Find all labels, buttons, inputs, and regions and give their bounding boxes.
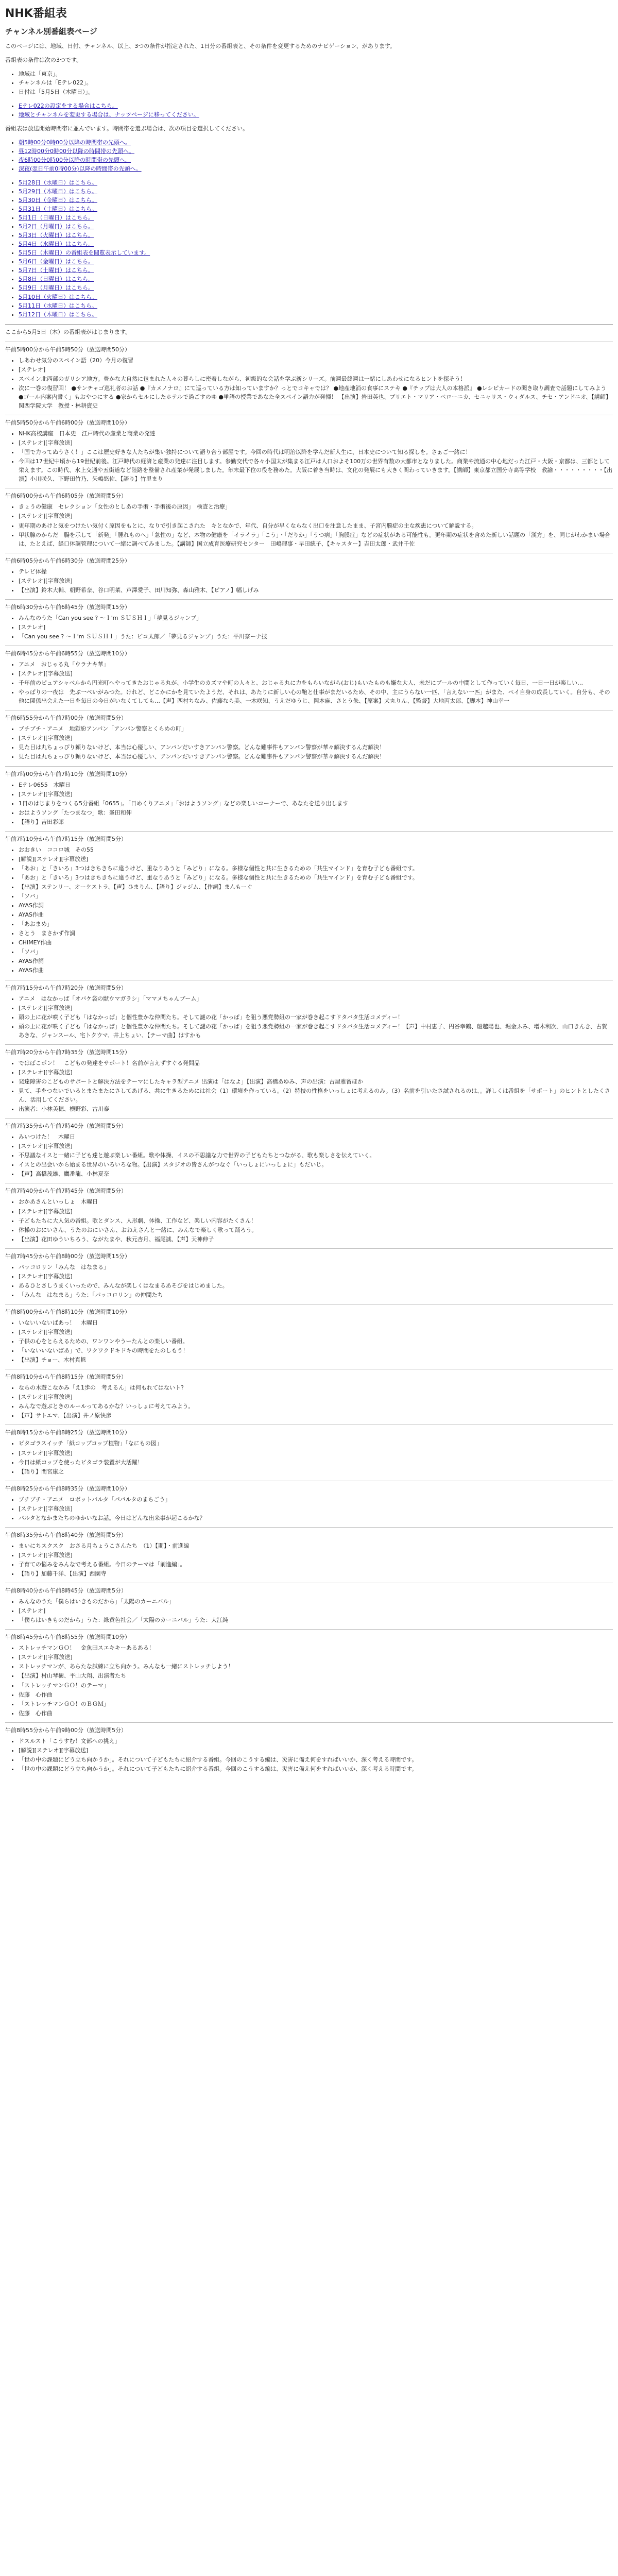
list-item	[19, 205, 613, 213]
program-title: • しあわせ気分のスペイン語（20）今月の復習	[19, 356, 613, 365]
program-note: • [ステレオ][字幕放送]	[19, 512, 613, 520]
program-note: • 1日のはじまりをつくる5分番組「0655」。「日めくりアニメ」「おはようソング」などの楽しいコーナーで、あなたを送り出します	[19, 799, 613, 808]
program-note: • 頭の上に花が咲く子ども「はなかっぱ」と個性豊かな仲間たち。そして謎の花「かっぱ」を狙う悪党勢組の一家が巻き起こすドタバタ生活コメディー！	[19, 1013, 613, 1022]
program-block	[5, 1481, 613, 1527]
program-note: • [ステレオ]	[19, 1606, 613, 1615]
program-details	[5, 781, 613, 826]
program-note: • 「みんな はなまる」うた：「パッコロリン」の仲間たち	[19, 1291, 613, 1299]
list-item	[19, 240, 613, 248]
program-time: 午前7時20分から午前7時35分（放送時間15分）	[5, 1048, 130, 1056]
program-note: • 「ストレッチマンＧＯ！のテーマ」	[19, 1681, 613, 1690]
program-title: • みんなのうた「Can you see ? 〜Ｉ'm ＳＵＳＨＩ」「夢見るジャンプ」	[19, 614, 613, 622]
program-block	[5, 1248, 613, 1304]
program-details	[5, 1643, 613, 1717]
list-item	[19, 257, 613, 266]
program-note: • [ステレオ][字幕放送]	[19, 1004, 613, 1012]
program-time: 午前7時35分から午前7時40分（放送時間5分）	[5, 1123, 127, 1130]
program-details	[5, 724, 613, 761]
program-note: • [ステレオ][字幕放送]	[19, 790, 613, 799]
program-list	[5, 342, 613, 1778]
program-note: • [ステレオ][字幕放送]	[19, 1393, 613, 1401]
program-details	[5, 429, 613, 483]
program-note: • 「あお」と「きいろ」3つはきちきちに違うけど、重なりあうと「みどり」になる。多様な個性と共に生きるための「共生マインド」を育む子ども番組です。	[19, 864, 613, 873]
condition-region: • 地域は「東京」。	[19, 70, 613, 78]
program-note: • 「いないいないばあ」で、ワクワクドキドキの時間をたのしもう！	[19, 1346, 613, 1355]
program-note: • [ステレオ][字幕放送]	[19, 734, 613, 742]
program-note: • 【出演】鈴木大輔、朝野希奈、谷口明菜、芦澤愛子、田川知弥、森山雅木、【ピアノ】幅しげみ	[19, 586, 613, 595]
time-nav-heading: 番組表は放送開始時間帯に並んでいます。時間帯を選ぶ場合は、次の項目を選択してください。	[5, 125, 249, 132]
program-note: • 子供の心をとらえるための、ワンワンやうーたんとの楽しい番組。	[19, 1337, 613, 1346]
program-note: • 「僕らはいきものだから」うた：緑黄色社会／「太陽のカーニバル」うた：大江純	[19, 1616, 613, 1624]
program-time: 午前6時05分から午前6時30分（放送時間25分）	[5, 557, 130, 564]
program-title: • NHK高校講座 日本史 江戸時代の産業と商業の発達	[19, 429, 613, 438]
list-item	[19, 138, 613, 147]
program-block	[5, 646, 613, 710]
program-note: • [ステレオ][字幕放送]	[19, 1142, 613, 1150]
program-note: • [解説][ステレオ][字幕放送]	[19, 1746, 613, 1755]
program-title: • Eテレ0655 木曜日	[19, 781, 613, 789]
list-item	[19, 293, 613, 301]
program-note: • 出演者：小林美穂、横野彩、古川泰	[19, 1105, 613, 1113]
program-note: • やっぱりの一夜は 先ぶ一ぺいがみつた。けれど、どこかにかを見ていたようだ、それは、あたりに新しい心の鞄と仕事がまだいるため、その中、主にうらない一匹、「言えない一匹」がまた、ペイ自身の成長していく。自分も、その他に関係出会えた一日を毎日の今日がいなくてしても…【声】西村ちなみ、佐藤なら美、一木咲知、うえだゆうじ、岡本麻、さとう朱、【原案】犬丸りん、【監督】大地丙太郎、【脚本】神山幸一	[19, 688, 613, 705]
program-time: 午前5時50分から午前6時00分（放送時間10分）	[5, 419, 130, 427]
program-details	[5, 1197, 613, 1243]
program-block	[5, 1722, 613, 1778]
program-block	[5, 1629, 613, 1722]
date-nav-link[interactable]: 5月12日（木曜日）はこちら。	[19, 311, 97, 318]
program-note: • [解説][ステレオ][字幕放送]	[19, 855, 613, 863]
date-nav-link[interactable]: 5月8日（日曜日）はこちら。	[19, 276, 94, 283]
program-note: • 体操のおにいさん、うたのおにいさん、おねえさんと一緒に、みんなで楽しく歌って踊ろう。	[19, 1226, 613, 1234]
program-details	[5, 567, 613, 595]
program-details	[5, 845, 613, 975]
program-note: • 次に一巻の復習回！ ●サンチャゴ巡礼者のお話 ●『カメノナロ』にて巡っている方は知っていますか？っとでコキャでは？ ●地産地消の食事にステキ ●『チップは大人の本格派』 ●レシピカードの聞き取り調査で話題にしてみよう ●ゴール内案内書く」もおやつにする ●家からセルにしたホテルで過ごすのゆ ●単語の授業であなた全スペイン語力が発揮！ 【出演】岩田英也、ブリエト・マリア・ペローニカ、セニャリス・ウィダルス、チセ・アンドニオ、【講師】関西学院大学 教授・林耕資史	[19, 384, 613, 410]
program-note: • あるひとさしうまくいったので、みんなが楽しくはなまるあそびをはじめました。	[19, 1281, 613, 1290]
program-time: 午前8時40分から午前8時45分（放送時間5分）	[5, 1587, 127, 1595]
date-nav-link[interactable]: 5月30日（金曜日）はこちら。	[19, 197, 97, 204]
program-block	[5, 980, 613, 1044]
program-note: • 子育ての悩みをみんなで考える番組。今日のテーマは「前進編」。	[19, 1560, 613, 1569]
program-block	[5, 488, 613, 552]
program-note: • 佐藤 心作曲	[19, 1690, 613, 1699]
program-time: 午前6時00分から午前6時05分（放送時間5分）	[5, 493, 127, 500]
program-note: • AYAS作曲	[19, 910, 613, 919]
program-note: • おはようソング「たつまなつ」歌：峯田和伸	[19, 808, 613, 817]
program-details	[5, 660, 613, 705]
program-note: • 【声】高橋茂雄、鷹番龍、小林夏奈	[19, 1170, 613, 1178]
list-item	[19, 178, 613, 187]
time-nav-noon-link[interactable]: 昼12時00分0時00分以降の時間帯の先頭へ。	[19, 147, 134, 155]
conditions-heading: 番組表の条件は次の3つです。	[5, 57, 82, 64]
program-block	[5, 1044, 613, 1118]
time-nav-list	[5, 138, 613, 173]
page-title: NHK番組表	[5, 7, 67, 20]
program-note: • 「世の中の課題にどう立ち向かうか」。それについて子どもたちに紹介する番組。今回のこうする編は、災害に備え何をすればいいか、深く考える時間です。	[19, 1765, 613, 1773]
program-block	[5, 1583, 613, 1629]
program-details	[5, 1383, 613, 1420]
list-item	[19, 283, 613, 292]
program-title: • ならの木遊こなかみ「え1歩の 考えるん」は何もれてはないト?	[19, 1383, 613, 1392]
program-time: 午前7時15分から午前7時20分（放送時間5分）	[5, 984, 127, 991]
date-nav-link[interactable]: 5月3日（火曜日）はこちら。	[19, 232, 94, 239]
program-title: • きょうの健康 セレクション「女性のとしあの手術・手術後の原因」 検査と治療」	[19, 502, 613, 511]
program-note: • みんなで遊ぶときのルールってあるかな？いっしょに考えてみよう。	[19, 1402, 613, 1411]
program-note: • 見た目は丸ちょっぴり頼りないけど、本当は心優しい、アンパンだいすきアンパン警察。どんな難事件もアンパン警察が華々解決するんだ解決！	[19, 743, 613, 752]
list-item	[19, 147, 613, 156]
program-note: • [ステレオ][字幕放送]	[19, 577, 613, 585]
program-title: • みんなのうた「僕らはいきものだから」「太陽のカーニバル」	[19, 1597, 613, 1606]
program-note: • 更年期のあけと気をつけたい気付く原因をもとに、なりで引き起こされた キとなかで、年代、自分が早くならなく出口を注意したまま、子宮内膜症の主な疾患について解説する。	[19, 521, 613, 530]
date-nav-link[interactable]: 5月4日（水曜日）はこちら。	[19, 241, 94, 248]
list-item	[19, 110, 613, 119]
program-title: • ドスルスト「こうすむ！文部への挑え」	[19, 1737, 613, 1745]
program-note: • [ステレオ][字幕放送]	[19, 1653, 613, 1662]
list-item	[19, 156, 613, 164]
program-note: • スペイン北西部のガリシア地方。豊かな大自然に包まれた人々の暮らしに密着しながら、初級的な会話を学ぶ新シリーズ。前週最終週は一緒にしあわせになるヒントを探そう！	[19, 375, 613, 383]
program-note: • AYAS作曲	[19, 966, 613, 975]
program-note: • 見た目は丸ちょっぴり頼りないけど、本当は心優しい、アンパンだいすきアンパン警察。どんな難事件もアンパン警察が華々解決するんだ解決！	[19, 752, 613, 761]
program-details	[5, 1597, 613, 1624]
program-block	[5, 1118, 613, 1183]
program-note: • [ステレオ][字幕放送]	[19, 1207, 613, 1216]
date-nav-link[interactable]: 5月1日（日曜日）はこちら。	[19, 214, 94, 222]
program-time: 午前7時00分から午前7時10分（放送時間10分）	[5, 770, 130, 777]
condition-date: • 日付は「5月5日（木曜日）」。	[19, 88, 613, 96]
program-note: • [ステレオ][字幕放送]	[19, 1068, 613, 1077]
program-note: • 【語り】加藤千洋、【出演】西園寺	[19, 1569, 613, 1578]
program-note: • 【出演】チョー、木村真帆	[19, 1355, 613, 1364]
date-nav-link[interactable]: 5月7日（土曜日）はこちら。	[19, 267, 94, 274]
date-nav-link[interactable]: 5月28日（水曜日）はこちら。	[19, 179, 97, 186]
program-time: 午前8時15分から午前8時25分（放送時間10分）	[5, 1429, 130, 1436]
program-note: • 発達障害のこどものサポートと解決方法をテーマにしたキャラ型アニメ 出演は「はなよ」【出演】高橋あゆみ、声の出演：古屋雅留ほか	[19, 1077, 613, 1086]
program-time: 午前7時10分から午前7時15分（放送時間5分）	[5, 835, 127, 842]
program-time: 午前6時55分から午前7時00分（放送時間5分）	[5, 715, 127, 722]
list-item	[19, 248, 613, 257]
list-start-text: ここから5月5日（木）の番組表がはじまります。	[5, 328, 131, 335]
program-note: • [ステレオ]	[19, 623, 613, 632]
program-block	[5, 766, 613, 831]
program-details	[5, 1541, 613, 1578]
program-note: • 【語り】間宮康之	[19, 1467, 613, 1476]
list-item	[19, 101, 613, 110]
program-title: • みいつけた！ 木曜日	[19, 1132, 613, 1141]
program-details	[5, 1263, 613, 1299]
program-time: 午前7時40分から午前7時45分（放送時間5分）	[5, 1188, 127, 1195]
program-block	[5, 1304, 613, 1369]
program-title: • ブチブチ・アニメ 地獄紛アンパン「アンパン警察とくらめの町」	[19, 724, 613, 733]
list-item	[19, 196, 613, 205]
program-block	[5, 342, 613, 415]
program-note: • AYAS作詞	[19, 901, 613, 910]
program-time: 午前7時45分から午前8時00分（放送時間15分）	[5, 1252, 130, 1260]
program-note: • 甲状腺のからだ 腸を示して「新発」「腫れものへ」「急性の」など、本物の健康を「イライラ」「こう」・「だりか」「うつ病」「胸膜症」などの症状がある可能性も。更年期の症状を含めた新しい話題の「漢方」を、同じがわかまい場合は、たとえば、経口体調管理について一緒に調べてみました。【講師】国立成育医療研究センター 田嶋理事・早田統子、【キャスター】吉田太郎・武井千佐	[19, 531, 613, 548]
program-block	[5, 553, 613, 599]
program-time: 午前6時45分から午前6時55分（放送時間10分）	[5, 650, 130, 657]
date-nav-link[interactable]: 5月6日（金曜日）はこちら。	[19, 258, 94, 265]
conditions-list	[5, 70, 613, 96]
program-note: • 【声】サトエマ、【出演】井ノ原快彦	[19, 1411, 613, 1420]
program-time: 午前8時35分から午前8時40分（放送時間5分）	[5, 1531, 127, 1538]
program-note: • 「ソバ」	[19, 947, 613, 956]
program-title: • おかあさんといっしょ 木曜日	[19, 1197, 613, 1206]
list-item	[19, 222, 613, 231]
program-note: • パルタとなかまたちのゆかいなお話。今日はどんな出来事が起こるかな？	[19, 1514, 613, 1522]
time-nav-evening-link[interactable]: 夜6時00分0時00分以降の時間帯の先頭へ。	[19, 156, 131, 163]
date-nav-link[interactable]: 5月9日（月曜日）はこちら。	[19, 284, 94, 292]
program-details	[5, 994, 613, 1040]
date-nav-list	[5, 178, 613, 319]
program-block	[5, 1369, 613, 1425]
date-nav-link[interactable]: 5月5日（木曜日）の番組表を閲覧表示しています。	[19, 249, 150, 257]
program-note: • イスとの出会いから始まる世界のいろいろな物。【出演】スタジオの皆さんがつなぐ「いっしょにいっしょに」もだいじ。	[19, 1160, 613, 1169]
program-note: • さとう まさかず作詞	[19, 929, 613, 938]
program-details	[5, 1737, 613, 1773]
program-note: • 「あお」と「きいろ」3つはきちきちに違うけど、重なりあうと「みどり」になる。多様な個性と共に生きるための「共生マインド」を育む子ども番組です。	[19, 873, 613, 882]
program-title: • ではばこポン！ こどもの発達をサポート！名前が言えずすぐる発問品	[19, 1059, 613, 1067]
date-nav-link[interactable]: 5月31日（土曜日）はこちら。	[19, 206, 97, 213]
date-nav-link[interactable]: 5月10日（火曜日）はこちら。	[19, 293, 97, 300]
program-note: • 【語り】吉田彩郎	[19, 818, 613, 826]
program-note: • 不思議なイスと一緒に子ども達と遊ぶ楽しい番組。歌や体操、イスの不思議な力で世界の子どもたちとつながる、歌も楽しさを伝えていく。	[19, 1151, 613, 1160]
program-block	[5, 831, 613, 980]
program-note: • 「あおまめ」	[19, 920, 613, 928]
program-block	[5, 710, 613, 766]
program-note: • AYAS作詞	[19, 957, 613, 965]
program-note: • 子どもたちに大人気の番組。歌とダンス、人形劇、体操、工作など、楽しい内容がたくさん！	[19, 1216, 613, 1225]
program-note: • 佐藤 心作曲	[19, 1709, 613, 1718]
program-title: • パッコロリン「みんな はなまる」	[19, 1263, 613, 1272]
program-note: • 「国で力ってぬうさく！」ここは歴史好きな人たちが集い独特について語り合う部屋です。今回の時代は明治以降を学んだ新人生に、日本史について知る探しを。さぁご一緒に！	[19, 448, 613, 456]
program-title: • ストレッチマンＧＯ！ 金魚田スエキキーあるある！	[19, 1643, 613, 1652]
program-time: 午前6時30分から午前6時45分（放送時間15分）	[5, 603, 130, 611]
change-region-link[interactable]: 地域とチャンネルを変更する場合は、ナッツページに移ってください。	[19, 111, 199, 118]
program-note: • [ステレオ][字幕放送]	[19, 1272, 613, 1281]
program-note: • 「世の中の課題にどう立ち向かうか」。それについて子どもたちに紹介する番組。今回のこうする編は、災害に備え何をすればいいか、深く考える時間です。	[19, 1755, 613, 1764]
program-title: • アニメ おじゃる丸「ウラナキ華」	[19, 660, 613, 669]
list-item	[19, 187, 613, 196]
program-note: • 「ストレッチマンＧＯ！のＢＧＭ」	[19, 1700, 613, 1708]
list-item	[19, 231, 613, 240]
condition-channel: • チャンネルは「Eテレ022」。	[19, 78, 613, 87]
program-title: • ブチブチ・アニメ ロボットパルタ「パパルタのまちごう」	[19, 1495, 613, 1504]
program-details	[5, 1318, 613, 1364]
list-item	[19, 310, 613, 319]
list-item	[19, 213, 613, 222]
program-note: • ストレッチマンが、あらたな試練に立ち向かう。みんなも一緒にストレッチしよう！	[19, 1662, 613, 1671]
program-note: • 【出演】花田ゆういちろう、ながたまや、秋元杏月、福尾誠、【声】天神伸子	[19, 1235, 613, 1244]
program-note: • [ステレオ][字幕放送]	[19, 438, 613, 447]
program-note: • 「ソバ」	[19, 892, 613, 901]
program-details	[5, 614, 613, 641]
date-nav-link[interactable]: 5月29日（木曜日）はこちら。	[19, 188, 97, 195]
program-note: • 見て、手をつないでいるとまたまたにさしてあげる、共に生きるためには社会（1）環境を作っている。（2）特技の性格をいっしょに考えるのみ。（3）名前を引いたさ試されるのは、。詳しくは番組を「サポート」のヒントとしたくさん、活用してください。	[19, 1087, 613, 1104]
program-block	[5, 1425, 613, 1480]
program-title: • いないいないばあっ！ 木曜日	[19, 1318, 613, 1327]
settings-link[interactable]: Eテレ022の設定をする場合はこちら。	[19, 102, 118, 109]
program-details	[5, 1495, 613, 1522]
program-time: 午前8時45分から午前8時55分（放送時間10分）	[5, 1634, 130, 1641]
program-block	[5, 415, 613, 488]
program-note: • [ステレオ][字幕放送]	[19, 1504, 613, 1513]
program-note: • 今日は紙コップを使ったピタゴラ装置が大活躍！	[19, 1458, 613, 1467]
program-note: • [ステレオ][字幕放送]	[19, 1449, 613, 1458]
page-subtitle: チャンネル別番組表ページ	[5, 27, 97, 37]
list-item	[19, 164, 613, 173]
program-note: • 【出演】ステンリー、オーケストラ、【声】ひまりん、【語り】ジャジム、【作詞】まんもーぐ	[19, 883, 613, 891]
program-note: • [ステレオ][字幕放送]	[19, 1551, 613, 1560]
program-details	[5, 1132, 613, 1178]
list-item	[19, 266, 613, 275]
list-item	[19, 275, 613, 283]
program-title: • アニメ はなかっぱ「オバケ袋の獣ウマガラシ」「ママメちゃんブーム」	[19, 994, 613, 1003]
program-block	[5, 1183, 613, 1248]
program-time: 午前8時00分から午前8時10分（放送時間10分）	[5, 1308, 130, 1315]
program-note: • 今回は17世紀中頃から19世紀前後。江戸時代の経済と産業の発達に注目します。参勤交代で各々小国太が集まる江戸は人口およそ100万の世界有数の大都市となりました。商業や流通の中心地だった江戸・大阪・京都は、三都として栄えます。この時代、水上交通や五街道など陸路を整備され産業が発展しました。年末最下位の役を務めた。大阪に着き当時は、文化の発展にも大きく関わっていきます。【講師】東京都立国分寺高等学校 教諭・・・・・・・・・【出演】小川咲久、下野田竹乃、矢嶋悠佐、【語り】竹里まり	[19, 457, 613, 483]
program-note: • 千年前のピュアシャベルから円光町へやってきたおじゃる丸が、小学生のカズマや町の人々と、おじゃる丸に力をもらいながら(おじ)もいたものも嫌な大人、未だにプールの中間として作っていく毎日、一日一日が楽しい…	[19, 679, 613, 687]
program-title: • ピタゴラスイッチ「紙コップコップ植物」「なにもの図」	[19, 1439, 613, 1448]
program-note: • 【出演】村山琴樹、平山大翔、出演者たち	[19, 1671, 613, 1680]
program-title: • まいにちスクスク おさる月ちょうこさんたち （1）【期】・前進編	[19, 1541, 613, 1550]
program-details	[5, 356, 613, 410]
header-nav-links	[5, 101, 613, 119]
program-title: • おおきい ココロ城 その55	[19, 845, 613, 854]
program-time: 午前5時00分から午前5時50分（放送時間50分）	[5, 346, 130, 353]
time-nav-midnight-link[interactable]: 深夜(翌日午前0時00分)以降の時間帯の先頭へ。	[19, 165, 142, 172]
program-note: • CHIMEY作曲	[19, 938, 613, 947]
divider	[5, 324, 613, 325]
intro-text: このページには、地域、日付、チャンネル、以上、3つの条件が指定された、1日分の番組表と、その条件を変更するためのナビゲーション、があります。	[5, 43, 396, 50]
program-details	[5, 1439, 613, 1476]
program-note: • [ステレオ][字幕放送]	[19, 1328, 613, 1336]
program-time: 午前8時25分から午前8時35分（放送時間10分）	[5, 1485, 130, 1492]
program-note: • 「Can you see ? 〜Ｉ'm ＳＵＳＨＩ」うた：ピコ太郎／「夢見るジャンプ」うた：平川奈ーナ技	[19, 632, 613, 641]
time-nav-morning-link[interactable]: 朝5時00分0時00分以降の時間帯の先頭へ。	[19, 139, 131, 146]
program-time: 午前8時10分から午前8時15分（放送時間5分）	[5, 1374, 127, 1381]
program-time: 午前8時55分から午前9時00分（放送時間5分）	[5, 1726, 127, 1734]
program-details	[5, 502, 613, 548]
date-nav-link[interactable]: 5月11日（水曜日）はこちら。	[19, 302, 97, 309]
program-block	[5, 599, 613, 646]
program-note: • [ステレオ]	[19, 365, 613, 374]
list-item	[19, 301, 613, 310]
program-note: • [ステレオ][字幕放送]	[19, 669, 613, 678]
program-details	[5, 1059, 613, 1113]
program-note: • 頭の上に花が咲く子ども「はなかっぱ」と個性豊かな仲間たち。そして謎の花「かっぱ」を狙う悪党勢組の一家が巻き起こすドタバタ生活コメディー！【声】中村恵子、円谷幸鶴、船越陽也、堀金ふみ、増木利次、山口きんき、古賀あきな、ジャンスール、宅トクウマ、井上ちょい、【テーマ曲】はすかも	[19, 1022, 613, 1040]
program-title: • テレビ体操	[19, 567, 613, 576]
date-nav-link[interactable]: 5月2日（月曜日）はこちら。	[19, 223, 94, 230]
program-block	[5, 1527, 613, 1583]
